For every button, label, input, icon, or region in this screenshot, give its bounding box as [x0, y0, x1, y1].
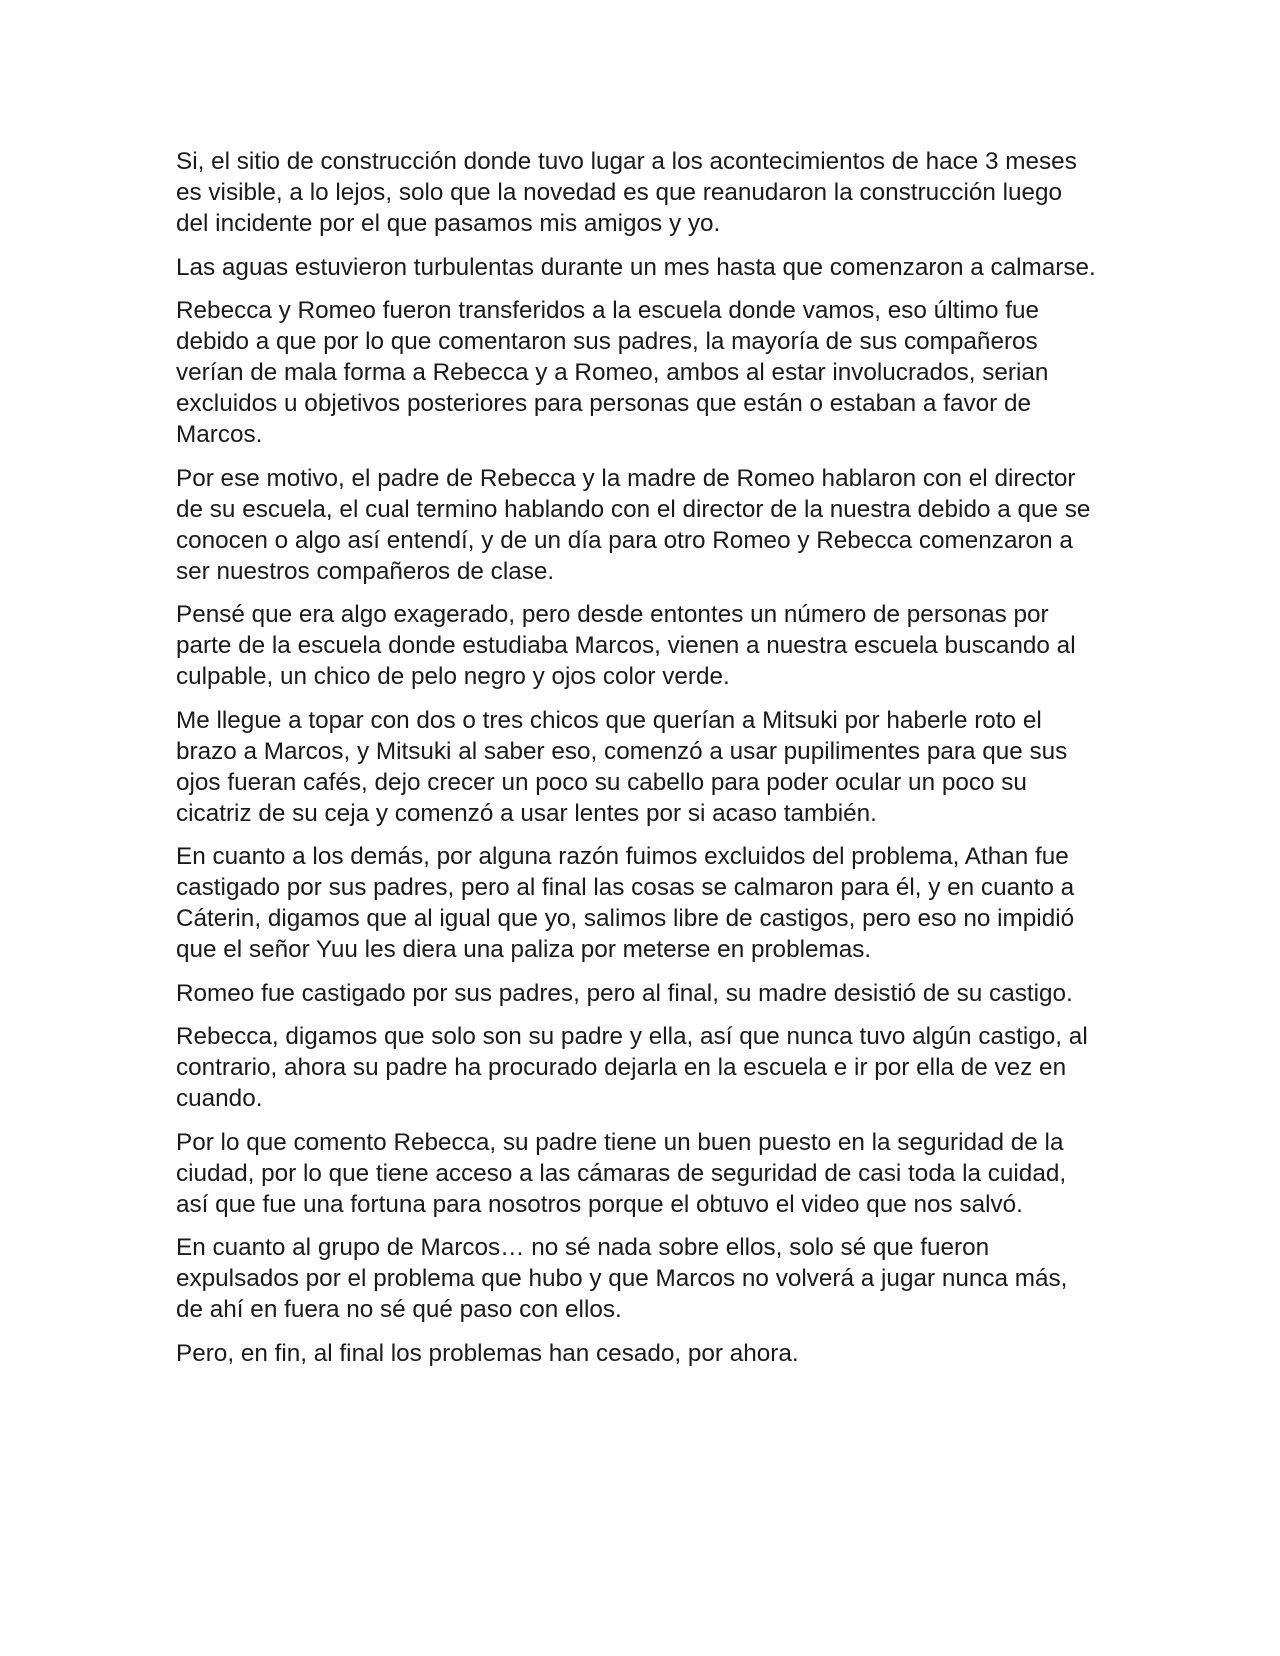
paragraph-8: Romeo fue castigado por sus padres, pero al final, su madre desistió de su castigo. — [176, 979, 1073, 1007]
paragraph-10: Por lo que comento Rebecca, su padre tiene un buen puesto en la seguridad de la ciudad, por lo que tiene acceso a las cámaras de seguridad de casi toda la cuidad, así que fue una fortuna para nosotros porque el obtuvo el video que nos salvó. — [176, 1128, 1067, 1218]
paragraph-12: Pero, en fin, al final los problemas han cesado, por ahora. — [176, 1339, 799, 1367]
paragraph-1: Si, el sitio de construcción donde tuvo lugar a los acontecimientos de hace 3 meses es visible, a lo lejos, solo que la novedad es que reanudaron la construcción luego del incidente por el que pasamos mis amigos y yo. — [176, 148, 1077, 237]
paragraph-3: Rebecca y Romeo fueron transferidos a la escuela donde vamos, eso último fue debido a que por lo que comentaron sus padres, la mayoría de sus compañeros verían de mala forma a Rebecca y a Romeo, ambos al estar involucrados, serian excluidos u objetivos posteriores para personas que están o estaban a favor de Marcos. — [176, 297, 1049, 448]
paragraph-11: En cuanto al grupo de Marcos… no sé nada sobre ellos, solo sé que fueron expulsados por el problema que hubo y que Marcos no volverá a jugar nunca más, de ahí en fuera no sé qué paso con ellos. — [176, 1234, 1068, 1323]
paragraph-9: Rebecca, digamos que solo son su padre y ella, así que nunca tuvo algún castigo, al contrario, ahora su padre ha procurado dejarla en la escuela e ir por ella de vez en cuando. — [176, 1023, 1088, 1112]
document-body — [176, 146, 1096, 1381]
paragraph-6: Me llegue a topar con dos o tres chicos que querían a Mitsuki por haberle roto el brazo a Marcos, y Mitsuki al saber eso, comenzó a usar pupilimentes para que sus ojos fueran cafés, dejo crecer un poco su cabello para poder ocular un poco su cicatriz de su ceja y comenzó a usar lentes por si acaso también. — [176, 706, 1068, 827]
paragraph-2: Las aguas estuvieron turbulentas durante un mes hasta que comenzaron a calmarse. — [176, 253, 1096, 281]
paragraph-5: Pensé que era algo exagerado, pero desde entontes un número de personas por parte de la escuela donde estudiaba Marcos, vienen a nuestra escuela buscando al culpable, un chico de pelo negro y ojos color verde. — [176, 601, 1076, 690]
paragraph-7: En cuanto a los demás, por alguna razón fuimos excluidos del problema, Athan fue castigado por sus padres, pero al final las cosas se calmaron para él, y en cuanto a Cáterin, digamos que al igual que yo, salimos libre de castigos, pero eso no impidió que el señor Yuu les diera una paliza por meterse en problemas. — [176, 843, 1075, 963]
paragraph-4: Por ese motivo, el padre de Rebecca y la madre de Romeo hablaron con el director de su escuela, el cual termino hablando con el director de la nuestra debido a que se conocen o algo así entendí, y de un día para otro Romeo y Rebecca comenzaron a ser nuestros compañeros de clase. — [176, 464, 1091, 585]
